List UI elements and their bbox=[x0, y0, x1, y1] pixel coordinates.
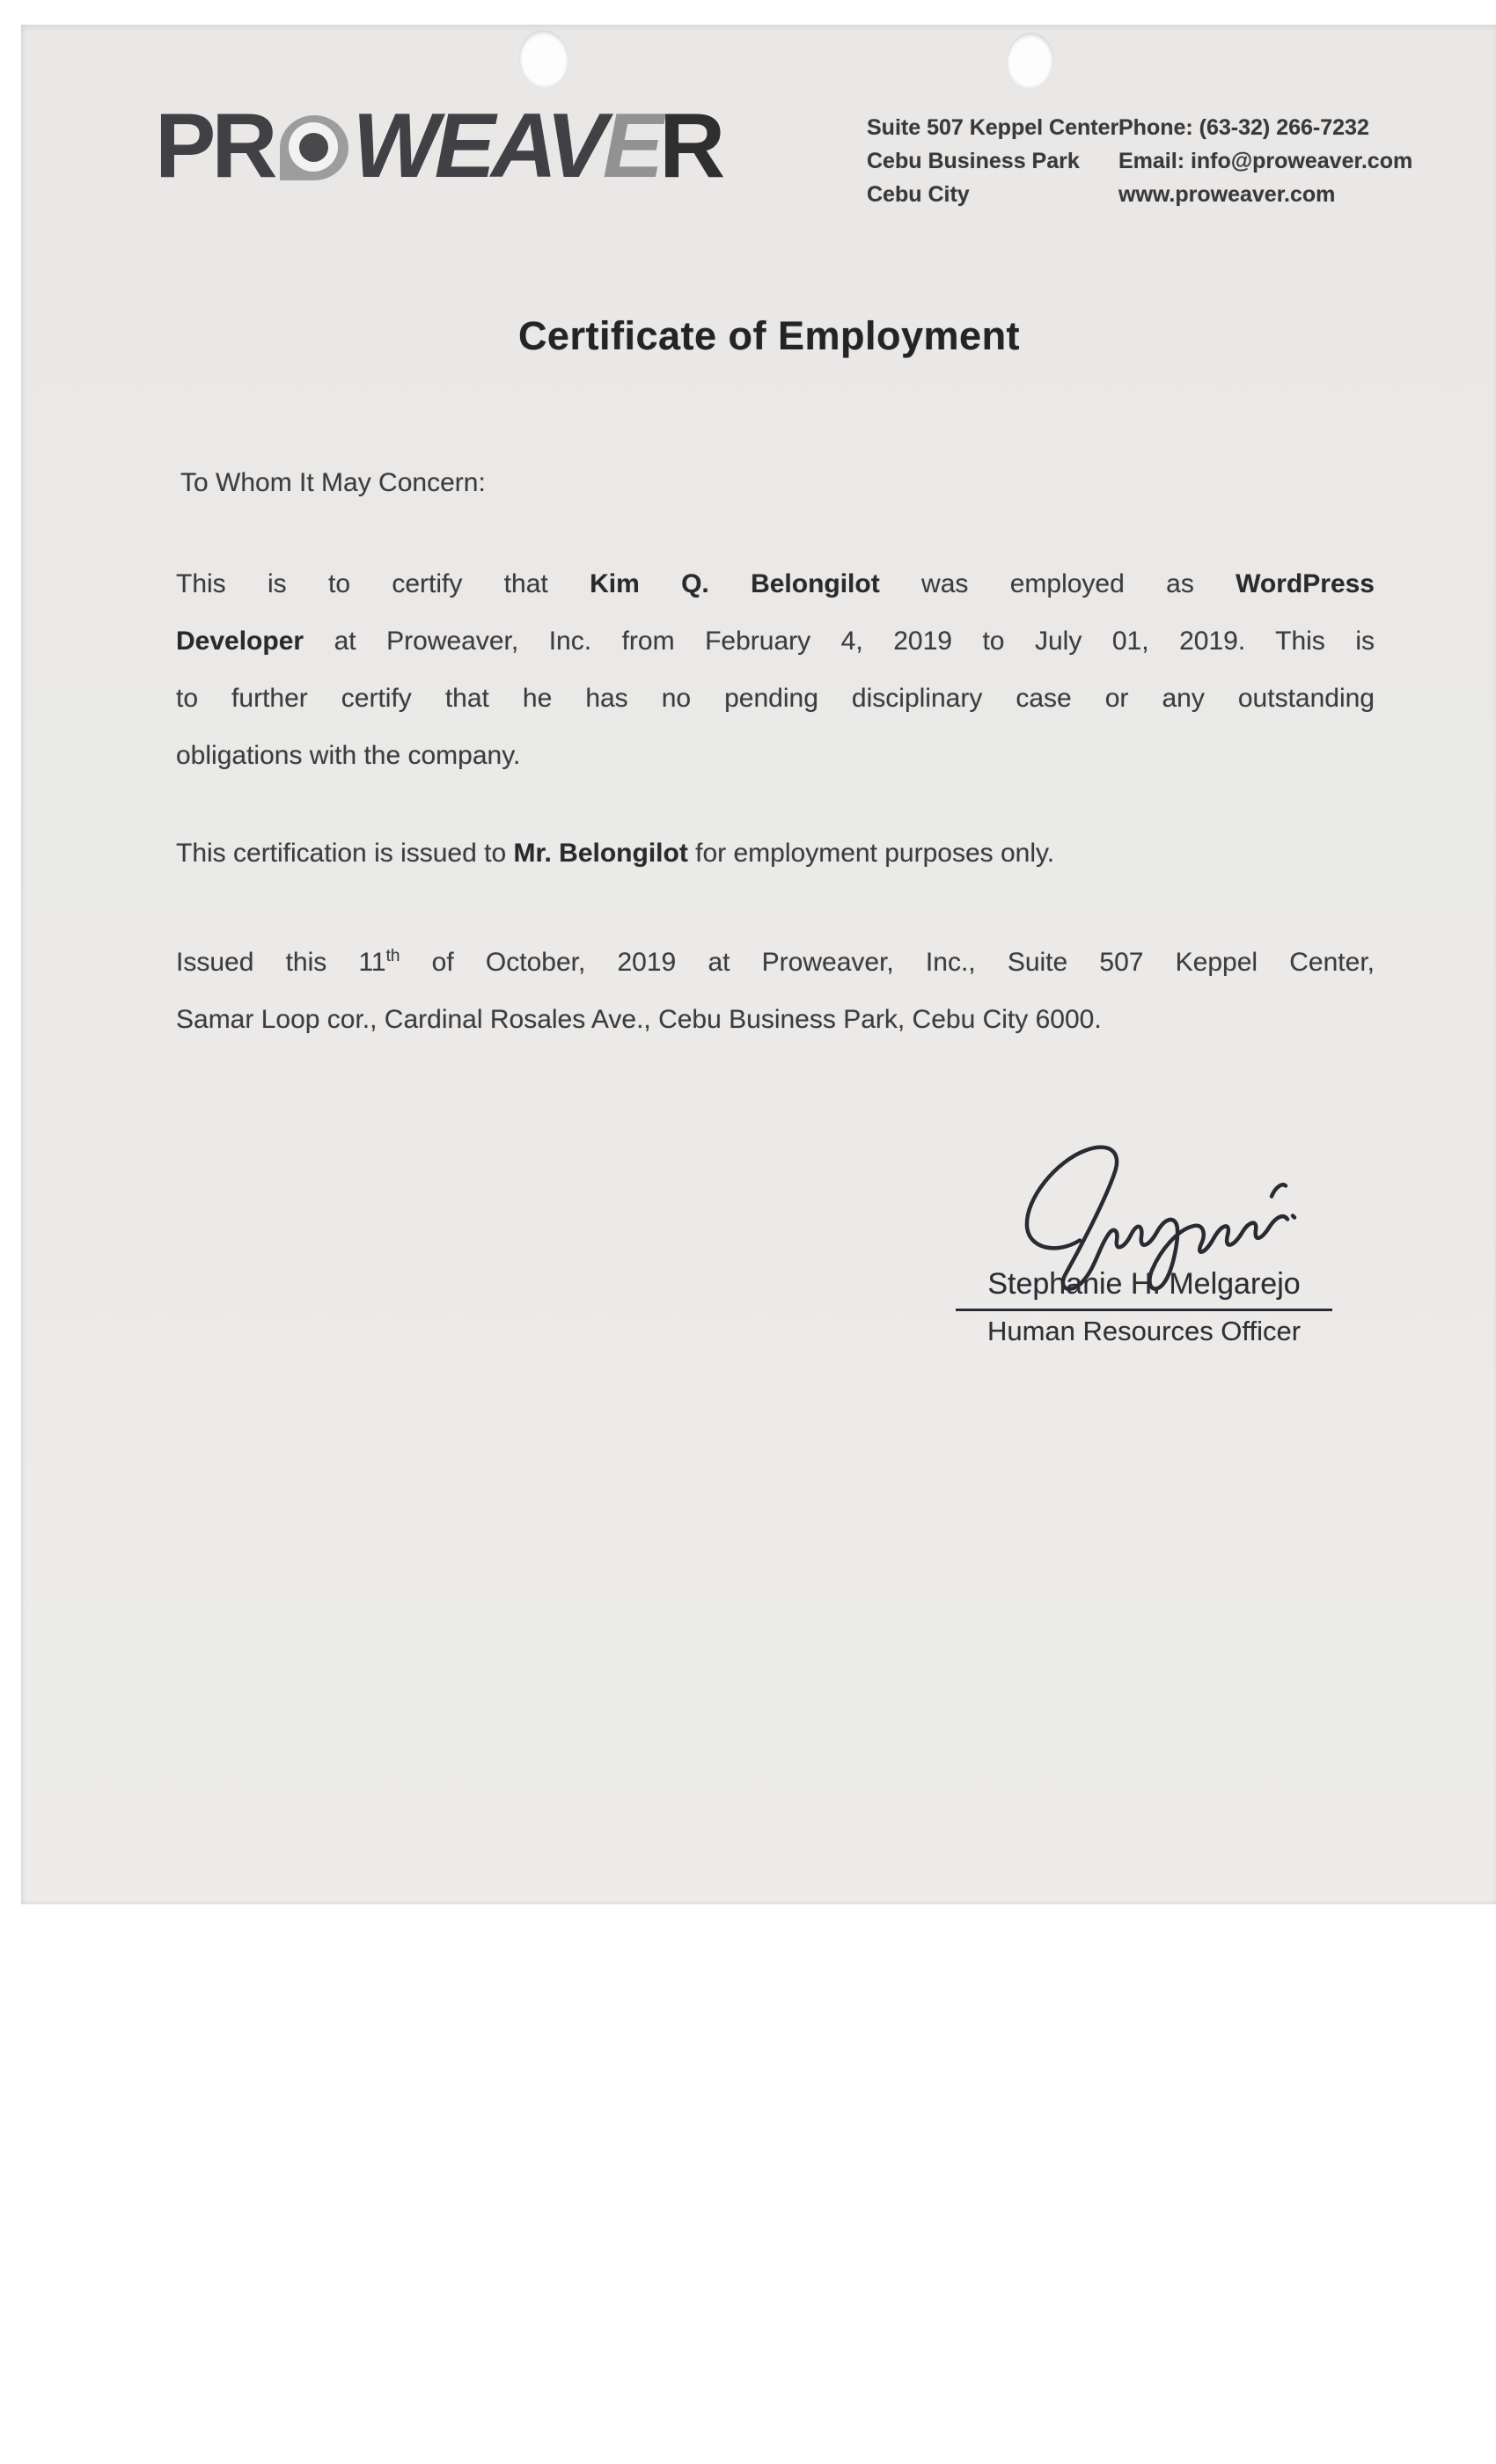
contact-phone: Phone: (63-32) 266-7232 bbox=[1118, 115, 1369, 140]
address-line-3: Cebu City bbox=[867, 182, 970, 207]
logo-text-pr: PR bbox=[155, 95, 274, 197]
logo-text-e-faded: E bbox=[602, 95, 660, 197]
signatory-name: Stephanie H. Melgarejo bbox=[956, 1267, 1331, 1311]
logo-location-pin-icon bbox=[280, 115, 348, 180]
certificate-paper bbox=[21, 25, 1496, 1904]
punch-hole-left-icon bbox=[516, 27, 572, 91]
punch-hole-right-icon bbox=[1004, 30, 1056, 91]
logo-text-r: R bbox=[659, 95, 726, 197]
paragraph-employment: This is to certify that Kim Q. Belongilot was employed as WordPress Developer at Proweaver, Inc. from February 4, 2019 to July 01, 2019. This is to further certify that he has no pending disciplinary case or any outstanding obligations with the company. bbox=[176, 569, 1375, 770]
company-logo bbox=[155, 95, 726, 197]
paragraph-purpose: This certification is issued to Mr. Belongilot for employment purposes only. bbox=[176, 839, 1055, 868]
contact-website: www.proweaver.com bbox=[1118, 182, 1336, 207]
header-address bbox=[867, 111, 1118, 211]
signature-scribble-icon bbox=[976, 1140, 1302, 1297]
contact-email: Email: info@proweaver.com bbox=[1118, 149, 1413, 173]
address-line-2: Cebu Business Park bbox=[867, 149, 1080, 173]
certificate-title: Certificate of Employment bbox=[517, 313, 1021, 358]
signatory-role: Human Resources Officer bbox=[986, 1316, 1302, 1346]
header-contact bbox=[1118, 111, 1412, 211]
salutation: To Whom It May Concern: bbox=[180, 468, 486, 497]
address-line-1: Suite 507 Keppel Center bbox=[867, 115, 1119, 140]
logo-text-weav: WEAV bbox=[352, 95, 603, 197]
paragraph-issuance: Issued this 11th of October, 2019 at Proweaver, Inc., Suite 507 Keppel Center, Samar Loop cor., Cardinal Rosales Ave., Cebu Business Park, Cebu City 6000. bbox=[176, 947, 1375, 1034]
